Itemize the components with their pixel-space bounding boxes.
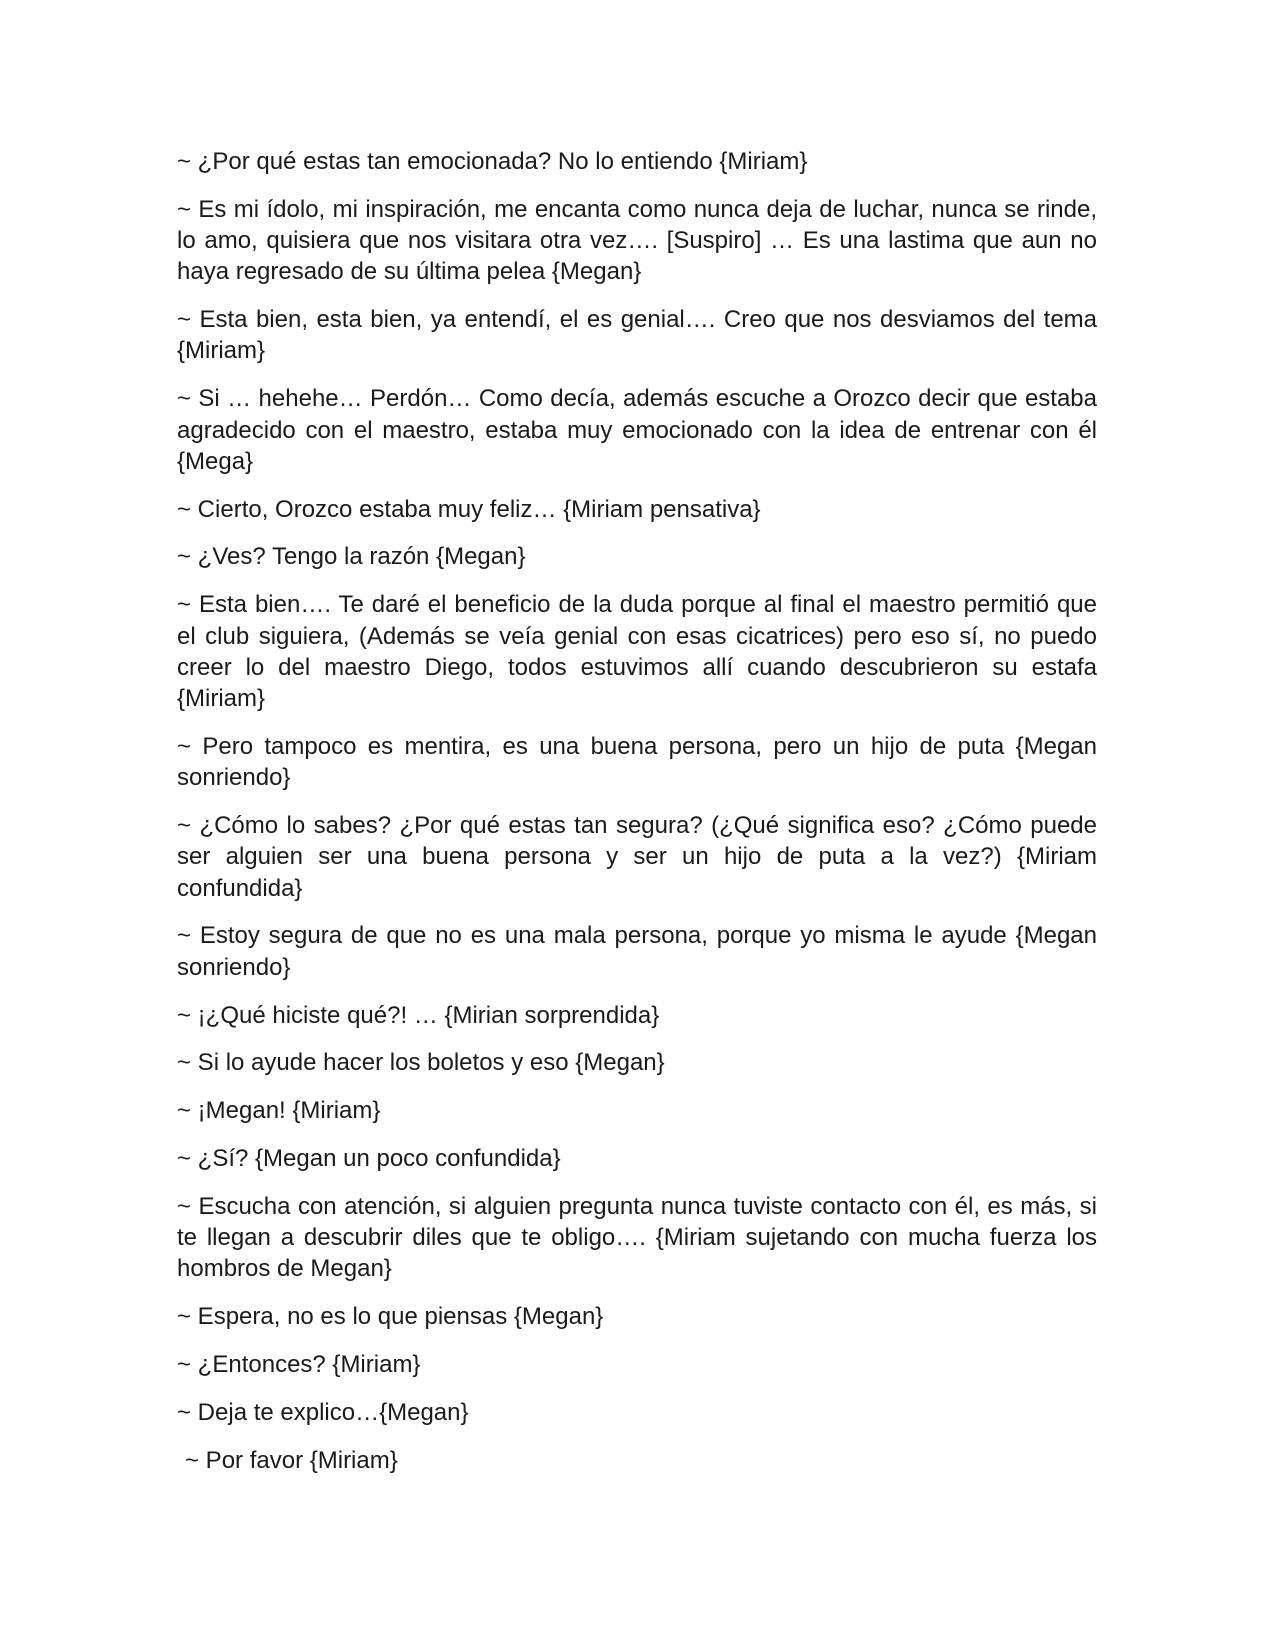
dialogue-line: ~ ¿Por qué estas tan emocionada? No lo entiendo {Miriam} (177, 148, 808, 175)
dialogue-line: ~ Si … hehehe… Perdón… Como decía, además escuche a Orozco decir que estaba agradecido con el maestro, estaba muy emocionado con la idea de entrenar con él {Mega} (177, 385, 1097, 475)
dialogue-line: ~ Por favor {Miriam} (185, 1446, 398, 1474)
dialogue-line: ~ ¿Ves? Tengo la razón {Megan} (177, 543, 526, 571)
dialogue-line: ~ ¡¿Qué hiciste qué?! … {Mirian sorprendida} (177, 1001, 660, 1029)
dialogue-line: ~ ¡Megan! {Miriam} (177, 1097, 381, 1125)
dialogue-line: ~ Es mi ídolo, mi inspiración, me encanta como nunca deja de luchar, nunca se rinde, lo amo, quisiera que nos visitara otra vez…. [Suspiro] … Es una lastima que aun no haya regresado de su última pelea {Megan} (177, 195, 1097, 286)
dialogue-line: ~ Si lo ayude hacer los boletos y eso {Megan} (177, 1049, 665, 1077)
dialogue-line: ~ Espera, no es lo que piensas {Megan} (177, 1303, 604, 1331)
dialogue-line: ~ Deja te explico…{Megan} (177, 1398, 469, 1426)
dialogue-line: ~ Esta bien, esta bien, ya entendí, el es genial…. Creo que nos desviamos del tema {Miriam} (177, 306, 1097, 365)
dialogue-line: ~ Estoy segura de que no es una mala persona, porque yo misma le ayude {Megan sonriendo} (177, 922, 1097, 981)
dialogue-line: ~ ¿Cómo lo sabes? ¿Por qué estas tan segura? (¿Qué significa eso? ¿Cómo puede ser alguien ser una buena persona y ser un hijo de puta a la vez?) {Miriam confundida} (177, 812, 1097, 902)
dialogue-line: ~ ¿Entonces? {Miriam} (177, 1350, 421, 1378)
dialogue-line: ~ Cierto, Orozco estaba muy feliz… {Miriam pensativa} (177, 495, 761, 523)
dialogue-line: ~ ¿Sí? {Megan un poco confundida} (177, 1144, 561, 1172)
dialogue-line: ~ Pero tampoco es mentira, es una buena persona, pero un hijo de puta {Megan sonriendo} (177, 732, 1097, 792)
dialogue-line: ~ Escucha con atención, si alguien pregunta nunca tuviste contacto con él, es más, si te llegan a descubrir diles que te obligo…. {Miriam sujetando con mucha fuerza los hombros de Megan} (177, 1192, 1097, 1283)
dialogue-line: ~ Esta bien…. Te daré el beneficio de la duda porque al final el maestro permitió que el club siguiera, (Además se veía genial con esas cicatrices) pero eso sí, no puedo creer lo del maestro Diego, todos estuvimos allí cuando descubrieron su estafa {Miriam} (177, 591, 1097, 713)
dialogue-text-block (177, 146, 1097, 1492)
